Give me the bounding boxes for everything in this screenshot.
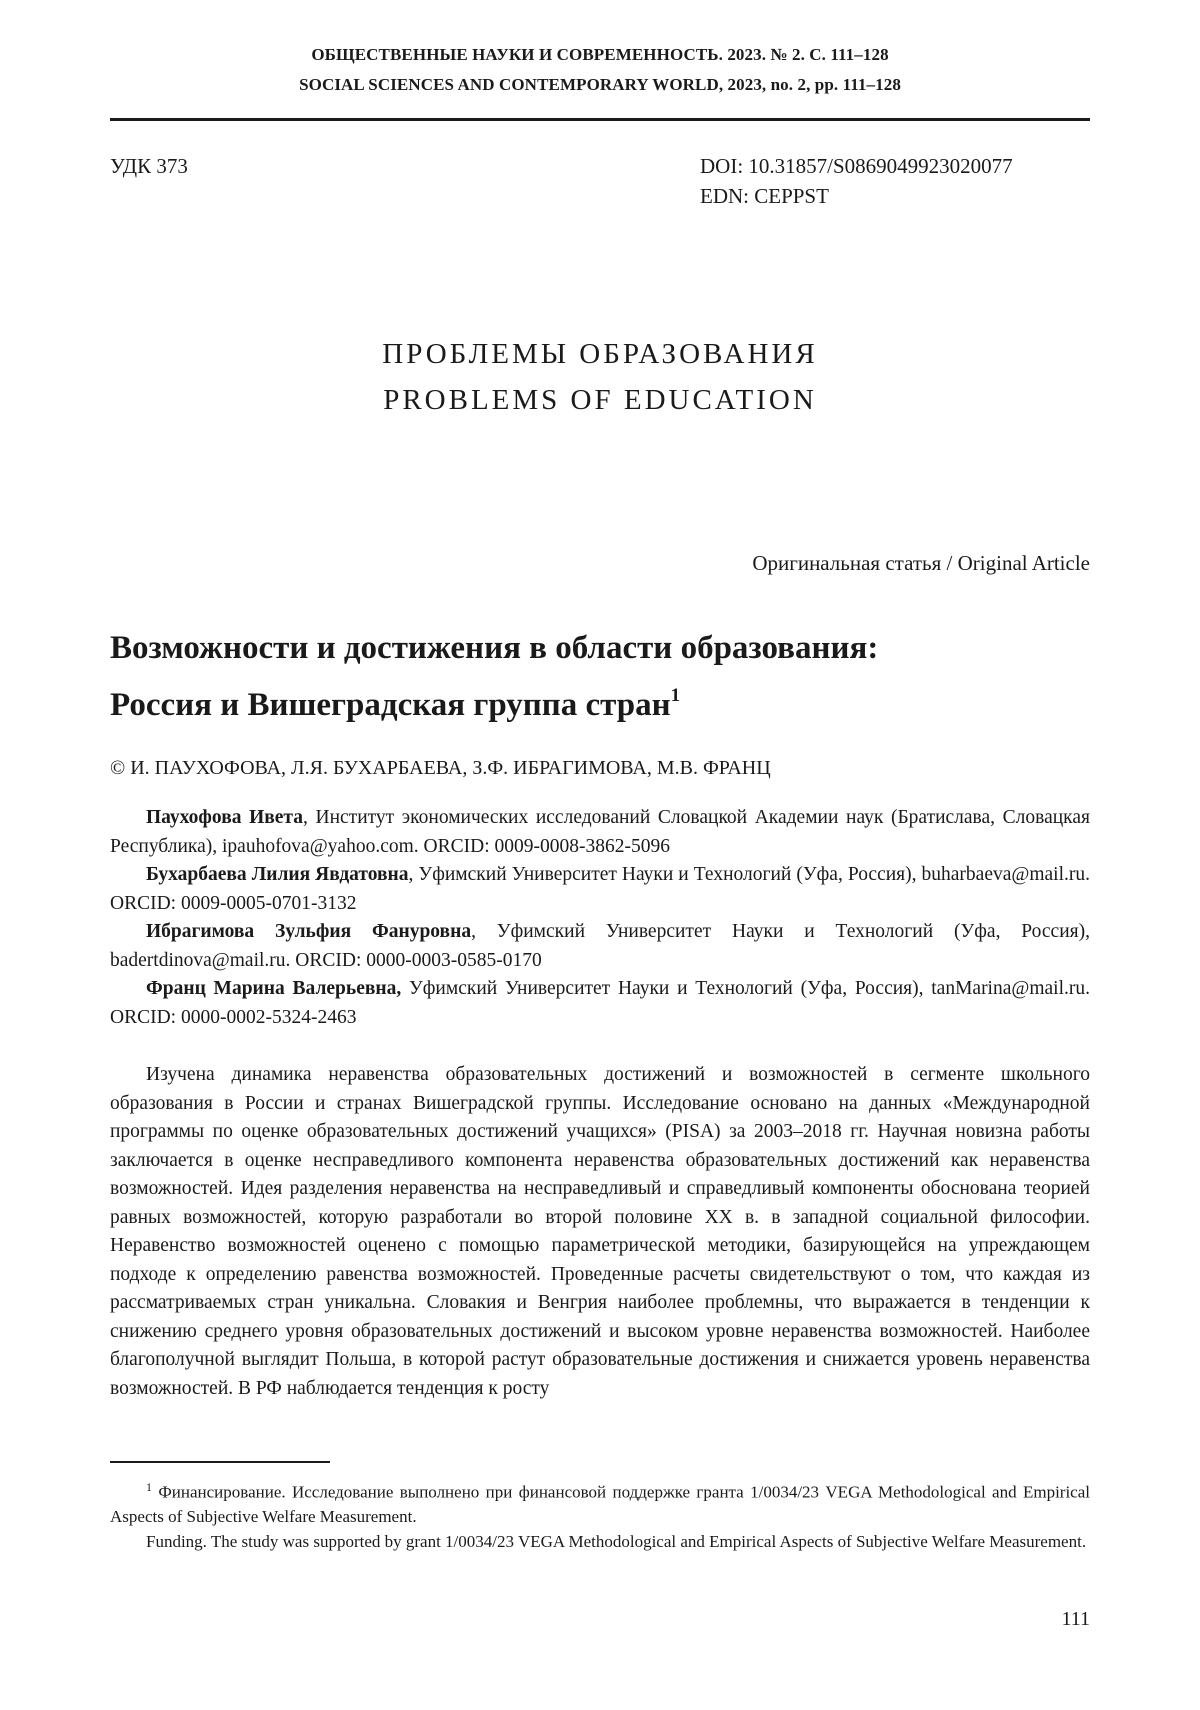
affiliation-details: Уфимский Университет Науки и Технологий (Уфа, Россия), tanMarina@mail.ru. ORCID: 0000-0002-5324-2463 xyxy=(110,978,1090,1028)
article-title xyxy=(110,624,1090,729)
author-affiliations xyxy=(110,804,1090,1032)
journal-header-en: SOCIAL SCIENCES AND CONTEMPORARY WORLD, 2023, no. 2, pp. 111–128 xyxy=(299,75,901,94)
author-name: Бухарбаева Лилия Явдатовна xyxy=(146,864,409,885)
section-heading-ru: ПРОБЛЕМЫ ОБРАЗОВАНИЯ xyxy=(382,338,818,370)
page-number: 111 xyxy=(1061,1608,1090,1630)
affiliation-details: , Уфимский Университет Науки и Технологий (Уфа, Россия), buharbaeva@mail.ru. ORCID: 0009-0005-0701-3132 xyxy=(110,864,1090,914)
article-page xyxy=(110,40,1090,1554)
affiliation-frants xyxy=(110,975,1090,1032)
footnote-ru xyxy=(110,1475,1090,1530)
footnote-en: Funding. The study was supported by grant 1/0034/23 VEGA Methodological and Empirical Aspects of Subjective Welfare Measurement. xyxy=(146,1532,1087,1552)
article-title-line-1: Возможности и достижения в области образования: xyxy=(110,630,879,666)
author-name: Паухофова Ивета xyxy=(146,807,304,828)
section-heading xyxy=(110,331,1090,423)
title-footnote-marker[interactable]: 1 xyxy=(670,685,681,706)
affiliation-details: , Институт экономических исследований Словацкой Академии наук (Братислава, Словацкая Республика), ipauhofova@yahoo.com. ORCID: 0009-0008-3862-5096 xyxy=(110,807,1090,857)
affiliation-ibragimova xyxy=(110,918,1090,975)
section-heading-en: PROBLEMS OF EDUCATION xyxy=(383,384,817,416)
affiliation-pauhofova xyxy=(110,804,1090,861)
abstract-paragraph: Изучена динамика неравенства образовательных достижений и возможностей в сегменте школьного образования в России и странах Вишеградской группы. Исследование основано на данных «Международной программы по оценке образовательных достижений учащихся» (PISA) за 2003–2018 гг. Научная новизна работы заключается в оценке несправедливого компонента неравенства образовательных достижений как неравенства возможностей. Идея разделения неравенства на несправедливый и справедливый компоненты обоснована теорией равных возможностей, которую разработали во второй половине XX в. в западной социальной философии. Неравенство возможностей оценено с помощью параметрической методики, базирующейся на упреждающем подходе к определению равенства возможностей. Проведенные расчеты свидетельствуют о том, что каждая из рассматриваемых стран уникальна. Словакия и Венгрия наиболее проблемны, что выражается в тенденции к снижению среднего уровня образовательных достижений и высоком уровне неравенства возможностей. Наиболее благополучной выглядит Польша, в которой растут образовательные достижения и снижается уровень неравенства возможностей. В РФ наблюдается тенденция к росту xyxy=(110,1064,1090,1399)
doi-link[interactable]: DOI: 10.31857/S0869049923020077 xyxy=(700,154,1013,178)
edn-code: EDN: CEPPST xyxy=(700,184,829,208)
article-type-label: Оригинальная статья / Original Article xyxy=(752,551,1090,575)
header-divider xyxy=(110,118,1090,121)
journal-header xyxy=(110,40,1090,100)
affiliation-details: , Уфимский Университет Науки и Технологий (Уфа, Россия), badertdinova@mail.ru. ORCID: 0000-0003-0585-0170 xyxy=(110,921,1090,971)
footnotes xyxy=(110,1475,1090,1555)
footnote-marker: 1 xyxy=(146,1479,152,1494)
article-title-line-2: Россия и Вишеградская группа стран xyxy=(110,687,671,723)
author-name: Ибрагимова Зульфия Фануровна xyxy=(146,921,472,942)
footnote-ru-text: Финансирование. Исследование выполнено при финансовой поддержке гранта 1/0034/23 VEGA Methodological and Empirical Aspects of Subjective Welfare Measurement. xyxy=(110,1482,1090,1527)
udk-code: УДК 373 xyxy=(110,154,188,178)
footnote-divider xyxy=(110,1461,330,1463)
affiliation-bukharbaeva xyxy=(110,861,1090,918)
journal-header-ru: ОБЩЕСТВЕННЫЕ НАУКИ И СОВРЕМЕННОСТЬ. 2023. № 2. С. 111–128 xyxy=(311,45,889,64)
authors-copyright-line: © И. ПАУХОФОВА, Л.Я. БУХАРБАЕВА, З.Ф. ИБРАГИМОВА, М.В. ФРАНЦ xyxy=(110,757,771,779)
author-name: Франц Марина Валерьевна, xyxy=(146,978,402,999)
article-identifiers xyxy=(700,151,1090,211)
article-meta xyxy=(110,151,1090,211)
